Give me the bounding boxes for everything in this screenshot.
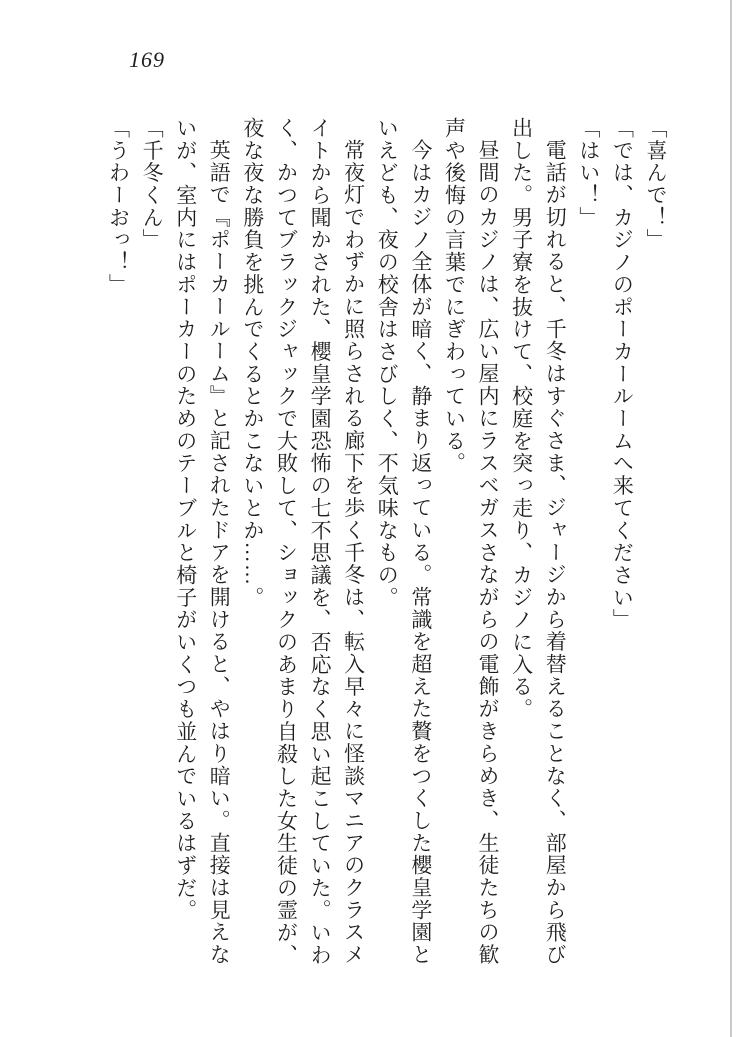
page-number: 169 bbox=[129, 47, 165, 72]
text-line: いえども、夜の校舎はさびしく、不気味なもの。 bbox=[375, 117, 400, 609]
text-line: 常夜灯でわずかに照らされる廊下を歩く千冬は、転入早々に怪談マニアのクラスメ bbox=[341, 139, 366, 967]
text-line: 電話が切れると、千冬はすぐさま、ジャージから着替えることなく、部屋から飛び bbox=[543, 139, 568, 967]
text-line: 夜な夜な勝負を挑んでくるとかこないとか……。 bbox=[240, 117, 265, 609]
page-edge-scan-line bbox=[730, 0, 732, 1037]
text-line: 英語で『ポーカールーム』と記されたドアを開けると、やはり暗い。直接は見えな bbox=[207, 139, 232, 967]
text-line: 「はい！」 bbox=[576, 117, 601, 229]
text-line: いが、室内にはポーカーのためのテーブルと椅子がいくつも並んでいるはずだ。 bbox=[173, 117, 198, 922]
text-line: 「うわーおっ！」 bbox=[106, 117, 131, 296]
text-line: 「では、カジノのポーカールームへ来てください」 bbox=[610, 117, 635, 632]
vertical-text-block bbox=[101, 117, 672, 968]
text-line: イトから聞かされた、櫻皇学園恐怖の七不思議を、否応なく思い起こしていた。いわ bbox=[308, 117, 333, 967]
text-line: 「喜んで！」 bbox=[644, 117, 668, 252]
text-line: 昼間のカジノは、広い屋内にラスベガスさながらの電飾がきらめき、生徒たちの歓 bbox=[476, 139, 501, 967]
text-line: 出した。男子寮を抜けて、校庭を突っ走り、カジノに入る。 bbox=[509, 117, 534, 721]
text-line: 声や後悔の言葉でにぎわっている。 bbox=[442, 117, 467, 475]
text-line: 今はカジノ全体が暗く、静まり返っている。常識を超えた贅をつくした櫻皇学園と bbox=[408, 139, 433, 967]
text-line: 「千冬くん」 bbox=[140, 117, 165, 252]
text-line: く、かつてブラックジャックで大敗して、ショックのあまり自殺した女生徒の霊が、 bbox=[274, 117, 299, 967]
